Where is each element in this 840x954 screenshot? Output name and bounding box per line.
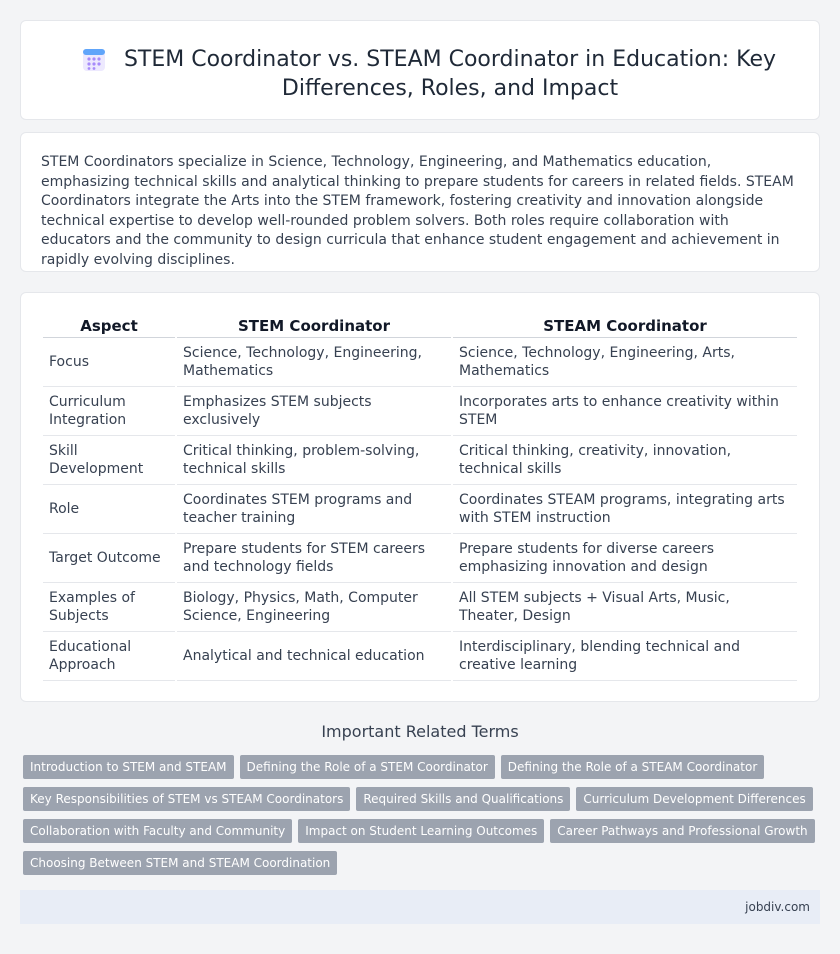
steam-cell: Critical thinking, creativity, innovation, technical skills	[453, 436, 797, 485]
footer	[20, 890, 820, 924]
summary-paragraph: STEM Coordinators specialize in Science, Technology, Engineering, and Mathematics education, emphasizing technical skills and analytical thinking to prepare students for careers in related fields. STEAM Coordinators integrate the Arts into the STEM framework, fostering creativity and innovation alongside technical expertise to develop well-rounded problem solvers. Both roles require collaboration with educators and the community to design curricula that enhance student engagement and achievement in rapidly evolving disciplines.	[41, 154, 794, 268]
stem-cell: Prepare students for STEM careers and technology fields	[177, 534, 451, 583]
table-row	[43, 338, 797, 387]
column-header-stem: STEM Coordinator	[177, 315, 451, 338]
related-term-tag[interactable]: Defining the Role of a STEM Coordinator	[240, 755, 495, 779]
aspect-cell: Educational Approach	[43, 632, 175, 681]
column-header-steam: STEAM Coordinator	[453, 315, 797, 338]
related-term-tag[interactable]: Career Pathways and Professional Growth	[550, 819, 814, 843]
table-row	[43, 632, 797, 681]
aspect-cell: Target Outcome	[43, 534, 175, 583]
table-row	[43, 387, 797, 436]
page-title: STEM Coordinator vs. STEAM Coordinator in Education: Key Differences, Roles, and Impact	[123, 47, 777, 101]
steam-cell: Science, Technology, Engineering, Arts, Mathematics	[453, 338, 797, 387]
column-header-aspect: Aspect	[43, 315, 175, 338]
summary-card	[20, 132, 820, 272]
steam-cell: Interdisciplinary, blending technical and creative learning	[453, 632, 797, 681]
title-card	[20, 20, 820, 120]
stem-cell: Biology, Physics, Math, Computer Science, Engineering	[177, 583, 451, 632]
related-term-tag[interactable]: Key Responsibilities of STEM vs STEAM Coordinators	[23, 787, 350, 811]
related-term-tag[interactable]: Introduction to STEM and STEAM	[23, 755, 234, 779]
steam-cell: All STEM subjects + Visual Arts, Music, Theater, Design	[453, 583, 797, 632]
related-term-tag[interactable]: Impact on Student Learning Outcomes	[298, 819, 544, 843]
aspect-cell: Curriculum Integration	[43, 387, 175, 436]
comparison-card	[20, 292, 820, 702]
stem-cell: Coordinates STEM programs and teacher training	[177, 485, 451, 534]
comparison-table	[41, 315, 799, 681]
table-header-row	[43, 315, 797, 338]
table-row	[43, 583, 797, 632]
steam-cell: Incorporates arts to enhance creativity within STEM	[453, 387, 797, 436]
related-term-tag[interactable]: Defining the Role of a STEAM Coordinator	[501, 755, 764, 779]
stem-cell: Critical thinking, problem-solving, technical skills	[177, 436, 451, 485]
stem-cell: Analytical and technical education	[177, 632, 451, 681]
aspect-cell: Role	[43, 485, 175, 534]
aspect-cell: Focus	[43, 338, 175, 387]
aspect-cell: Skill Development	[43, 436, 175, 485]
related-term-tag[interactable]: Choosing Between STEM and STEAM Coordination	[23, 851, 337, 875]
stem-cell: Emphasizes STEM subjects exclusively	[177, 387, 451, 436]
table-row	[43, 534, 797, 583]
footer-site-link[interactable]: jobdiv.com	[745, 900, 810, 914]
related-term-tag[interactable]: Required Skills and Qualifications	[356, 787, 570, 811]
related-term-tag[interactable]: Collaboration with Faculty and Community	[23, 819, 292, 843]
aspect-cell: Examples of Subjects	[43, 583, 175, 632]
stem-cell: Science, Technology, Engineering, Mathematics	[177, 338, 451, 387]
steam-cell: Coordinates STEAM programs, integrating arts with STEM instruction	[453, 485, 797, 534]
table-row	[43, 485, 797, 534]
related-term-tag[interactable]: Curriculum Development Differences	[576, 787, 812, 811]
related-terms-list	[23, 755, 808, 883]
table-row	[43, 436, 797, 485]
steam-cell: Prepare students for diverse careers emphasizing innovation and design	[453, 534, 797, 583]
related-terms-heading: Important Related Terms	[321, 722, 519, 741]
